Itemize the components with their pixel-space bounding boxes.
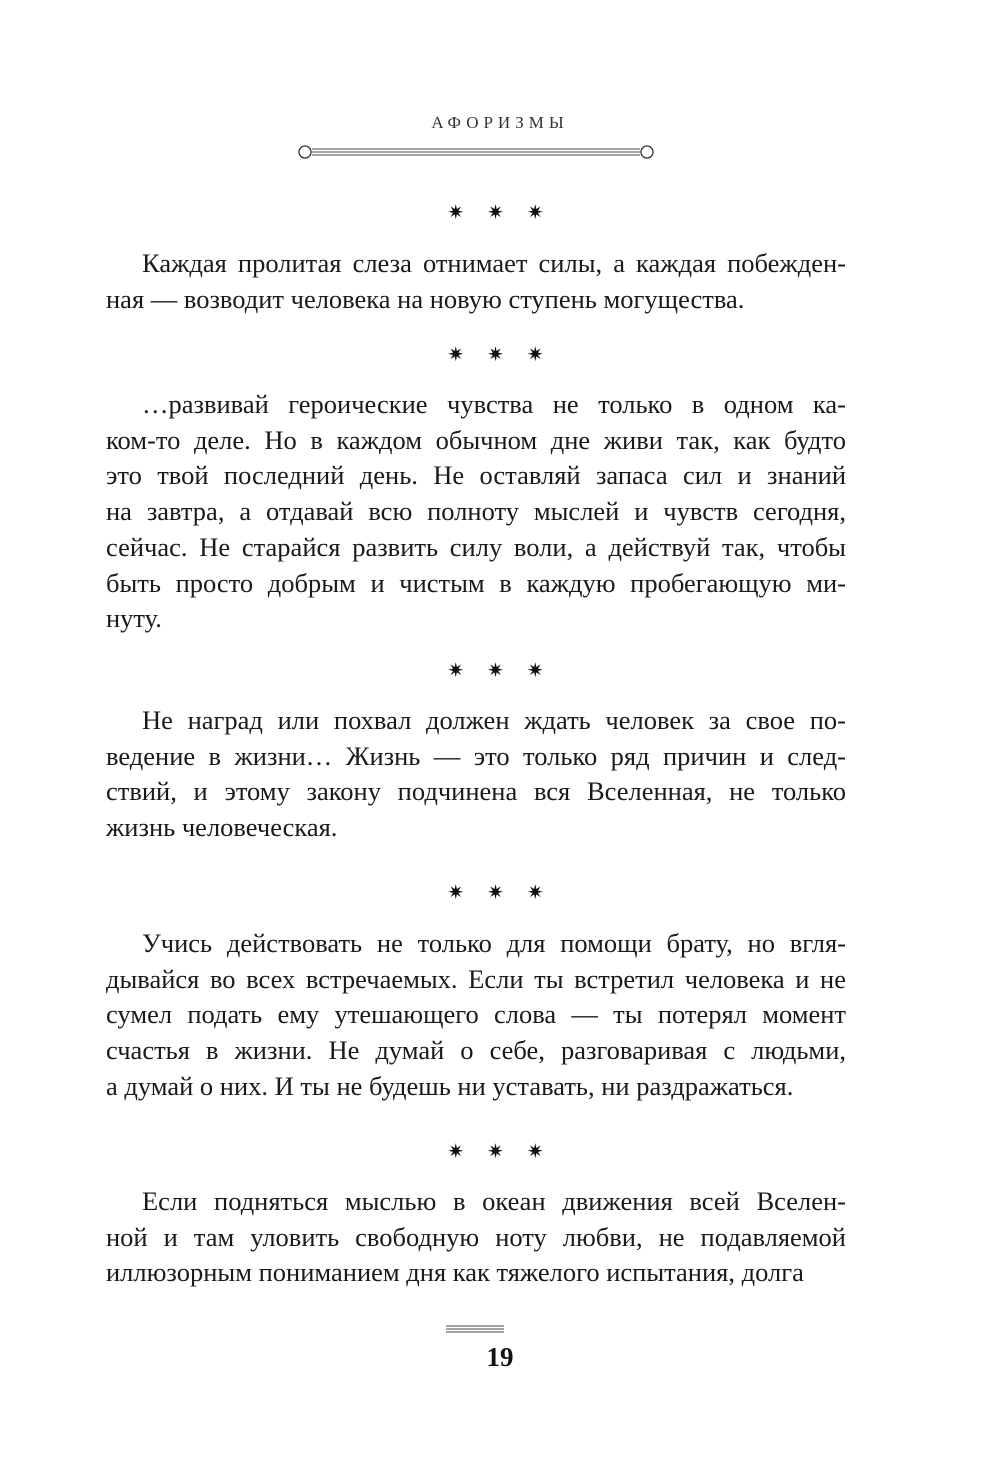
- text-line: ведение в жизни… Жизнь — это только ряд причин и след-: [106, 740, 846, 771]
- aphorism-2: [106, 387, 846, 637]
- text-line: на завтра, а отдавай всю полноту мыслей и чувств сегодня,: [106, 496, 846, 527]
- aphorism-3: [106, 703, 846, 846]
- text-line: иллюзорным пониманием дня как тяжелого испытания, долга: [106, 1257, 804, 1288]
- text-line: сейчас. Не старайся развить силу воли, а действуй так, чтобы: [106, 531, 846, 562]
- text-line: счастья в жизни. Не думай о себе, разговаривая с людьми,: [106, 1035, 846, 1066]
- text-line: жизнь человеческая.: [106, 812, 338, 843]
- text-line: Учись действовать не только для помощи брату, но вгля-: [142, 928, 846, 958]
- text-line: Не наград или похвал должен ждать человек за свое по-: [142, 705, 846, 735]
- text-line: Если подняться мыслью в океан движения всей Вселен-: [142, 1186, 846, 1216]
- text-line: ной и там уловить свободную ноту любви, не подавляемой: [106, 1221, 846, 1252]
- separator-stars: ✷ ✷ ✷: [447, 344, 553, 366]
- text-line: нуту.: [106, 603, 162, 634]
- separator-stars: ✷ ✷ ✷: [447, 882, 553, 904]
- aphorism-4: [106, 926, 846, 1105]
- page-number: 19: [486, 1342, 514, 1372]
- text-line: быть просто добрым и чистым в каждую пробегающую ми-: [106, 567, 846, 598]
- header-ornament: [296, 143, 656, 161]
- aphorism-5: [106, 1184, 846, 1291]
- text-line: дывайся во всех встречаемых. Если ты встретил человека и не: [106, 963, 846, 994]
- aphorism-1: [106, 246, 846, 317]
- text-line: ствий, и этому закону подчинена вся Вселенная, не только: [106, 776, 846, 807]
- folio-ornament: [446, 1324, 504, 1334]
- text-line: ком-то деле. Но в каждом обычном дне живи так, как будто: [106, 424, 846, 455]
- text-line: ная — возводит человека на новую ступень могущества.: [106, 283, 745, 314]
- text-line: сумел подать ему утешающего слова — ты потерял момент: [106, 999, 846, 1030]
- text-line: Каждая пролитая слеза отнимает силы, а каждая побежден-: [142, 248, 846, 278]
- separator-stars: ✷ ✷ ✷: [447, 202, 553, 224]
- separator-stars: ✷ ✷ ✷: [447, 1141, 553, 1163]
- text-line: а думай о них. И ты не будешь ни уставать, ни раздражаться.: [106, 1070, 794, 1101]
- running-head: АФОРИЗМЫ: [431, 113, 569, 132]
- text-line: это твой последний день. Не оставляй запаса сил и знаний: [106, 460, 846, 491]
- text-line: …развивай героические чувства не только в одном ка-: [142, 389, 846, 419]
- separator-stars: ✷ ✷ ✷: [447, 660, 553, 682]
